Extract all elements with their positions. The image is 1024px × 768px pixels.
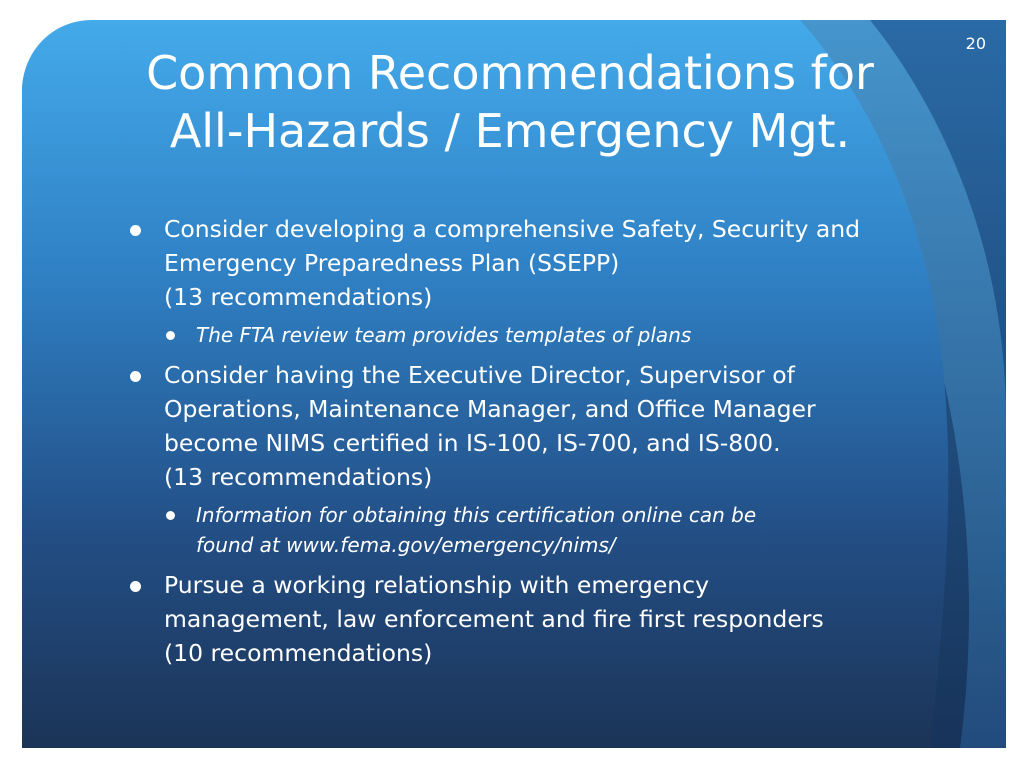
- bullet-dot-icon: [166, 511, 175, 520]
- bullet-text: management, law enforcement and fire first responders: [164, 605, 824, 633]
- sub-bullet-text: found at www.fema.gov/emergency/nims/: [196, 533, 616, 557]
- title-line-1: Common Recommendations for: [146, 46, 874, 100]
- bullet-item-2: [128, 358, 918, 494]
- slide-number: 20: [965, 34, 986, 53]
- bullet-text: Emergency Preparedness Plan (SSEPP): [164, 249, 620, 277]
- bullet-dot-icon: [166, 331, 175, 340]
- bullet-text: (13 recommendations): [164, 463, 433, 491]
- bullet-text: Operations, Maintenance Manager, and Office Manager: [164, 395, 816, 423]
- bullet-dot-icon: [130, 581, 141, 592]
- sub-bullet-item-1: [164, 320, 918, 350]
- sub-bullet-item-2: [164, 500, 918, 560]
- bullet-item-1: [128, 212, 918, 314]
- bullet-text: (10 recommendations): [164, 639, 433, 667]
- bullet-text: Consider having the Executive Director, Supervisor of: [164, 361, 795, 389]
- title-line-2: All-Hazards / Emergency Mgt.: [169, 104, 851, 158]
- slide-title: [80, 44, 940, 160]
- bullet-text: Pursue a working relationship with emergency: [164, 571, 710, 599]
- bullet-dot-icon: [130, 225, 141, 236]
- bullet-text: become NIMS certified in IS-100, IS-700, and IS-800.: [164, 429, 781, 457]
- bullet-list: [128, 212, 918, 676]
- bullet-text: Consider developing a comprehensive Safety, Security and: [164, 215, 861, 243]
- sub-bullet-text: Information for obtaining this certification online can be: [196, 503, 757, 527]
- bullet-item-3: [128, 568, 918, 670]
- sub-bullet-text: The FTA review team provides templates of plans: [196, 323, 692, 347]
- bullet-dot-icon: [130, 371, 141, 382]
- bullet-text: (13 recommendations): [164, 283, 433, 311]
